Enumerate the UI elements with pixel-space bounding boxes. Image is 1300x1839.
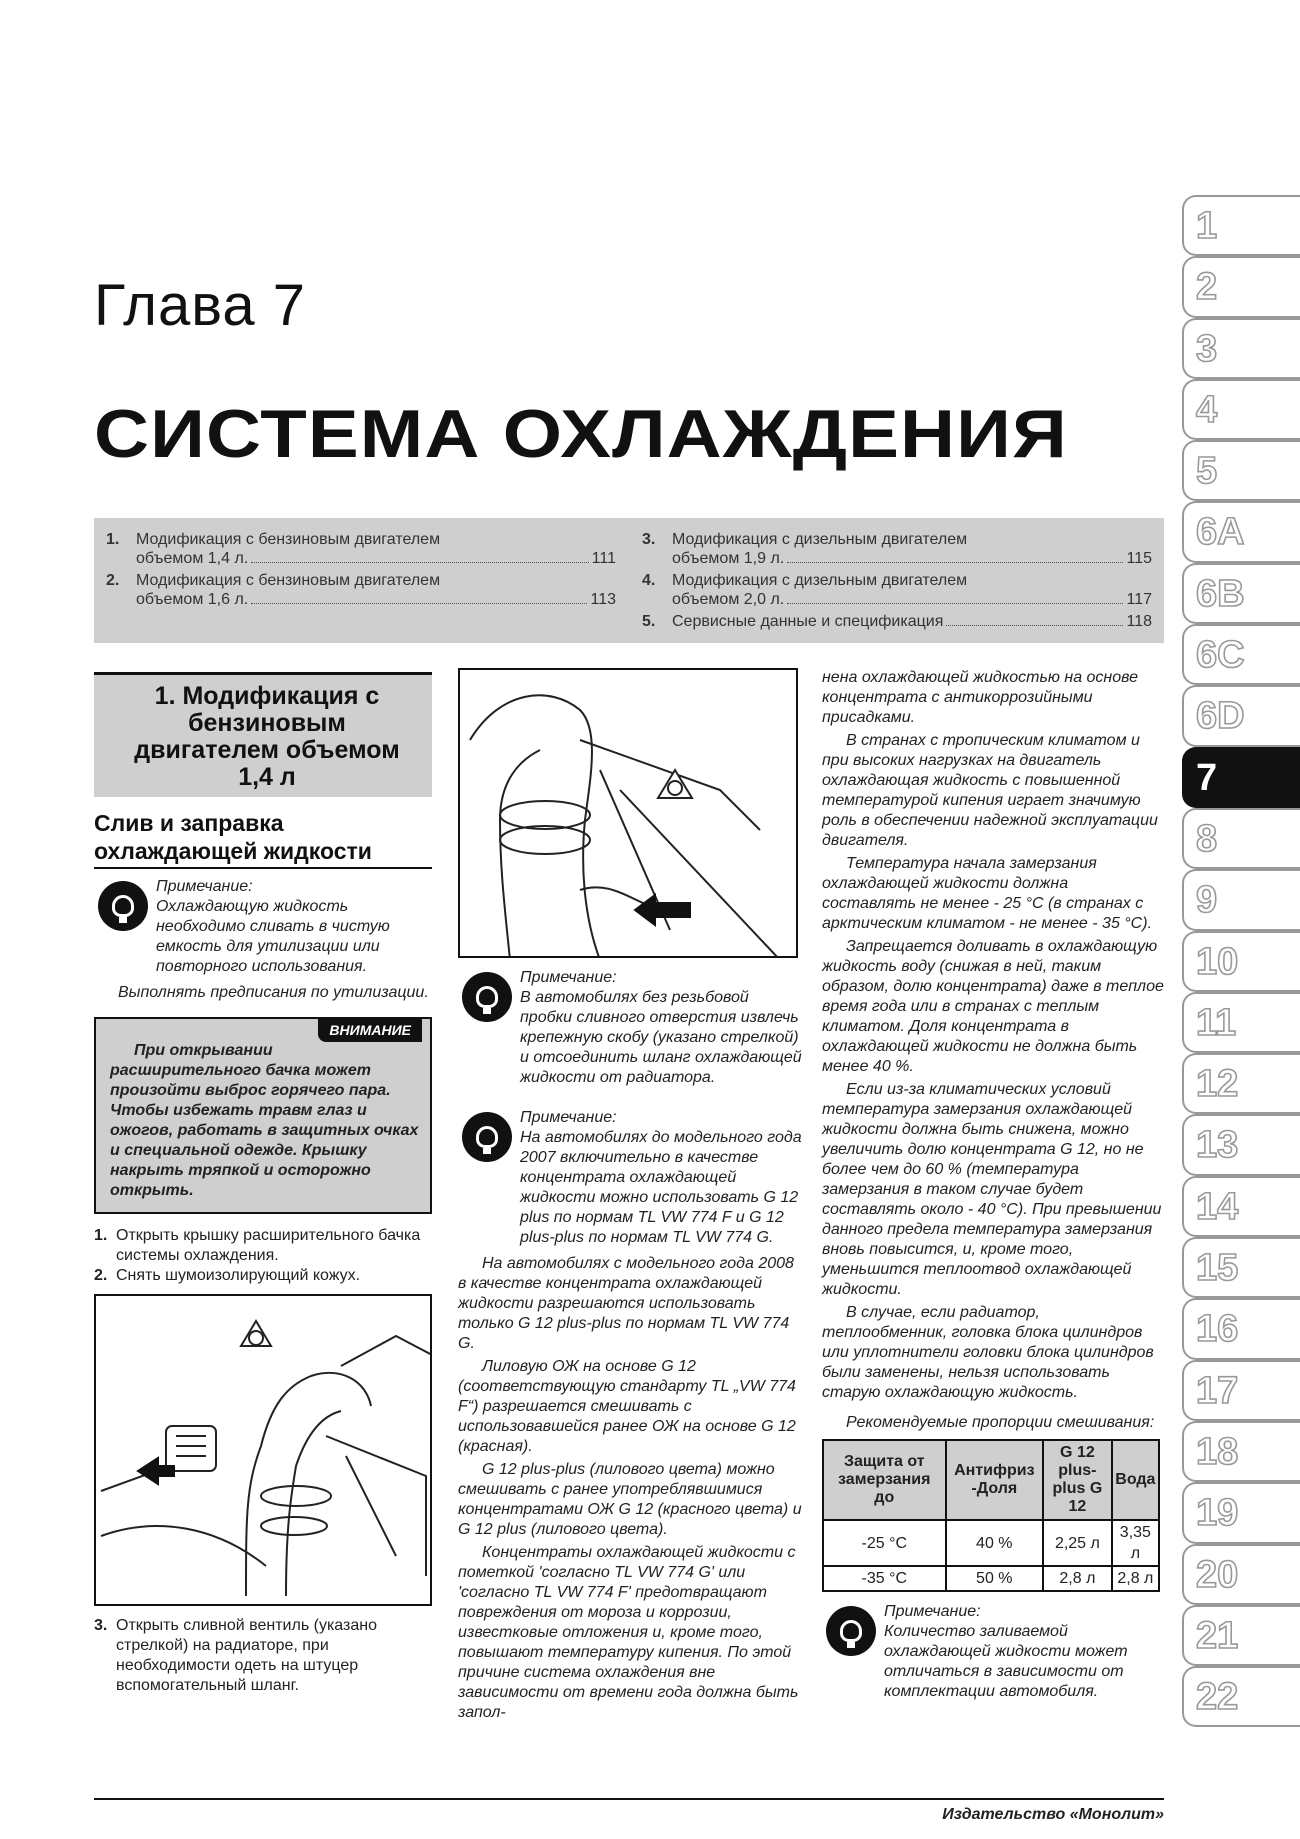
toc-item[interactable]: 5. Сервисные данные и спецификация 118 (642, 613, 1152, 630)
list-item: 1. Открыть крышку расширительного бачка системы охлаждения. (94, 1227, 421, 1264)
note-block: Примечание: Количество заливаемой охлаждающей жидкости может отличаться в зависимости от комплектации автомобиля. (822, 1602, 1164, 1702)
tab-4[interactable]: 4 (1182, 379, 1300, 440)
footer-divider (94, 1798, 1164, 1800)
toc-item[interactable]: 2. Модификация с бензиновым двигателем объемом 1,6 л. 113 (106, 572, 616, 608)
paragraph: Температура начала замерзания охлаждающей жидкости должна составлять не менее - 25 °С (в странах с арктическим климатом - не менее - 35 °С). (822, 855, 1153, 932)
steps-list (94, 1226, 432, 1286)
tab-17[interactable]: 17 (1182, 1360, 1300, 1421)
steps-list (94, 1616, 432, 1696)
table-of-contents (94, 518, 1164, 643)
tab-16[interactable]: 16 (1182, 1298, 1300, 1359)
tab-3[interactable]: 3 (1182, 318, 1300, 379)
tab-6d[interactable]: 6D (1182, 685, 1300, 746)
list-item: 2. Снять шумоизолирующий кожух. (94, 1267, 361, 1284)
tab-21[interactable]: 21 (1182, 1605, 1300, 1666)
table-row: -25 °С 40 % 2,25 л 3,35 л (823, 1520, 1159, 1566)
table-header: G 12 plus-plus G 12 (1043, 1440, 1112, 1520)
paragraph: В случае, если радиатор, теплообменник, головка блока цилиндров или уплотнители головки блока цилиндров были заменены, нельзя использовать старую охлаждающую жидкость. (822, 1304, 1154, 1401)
paragraph: Выполнять предписания по утилизации. (118, 984, 429, 1001)
chapter-title: СИСТЕМА ОХЛАЖДЕНИЯ (94, 396, 1068, 472)
chapter-label: Глава 7 (94, 273, 307, 338)
column-1 (94, 672, 432, 1704)
table-header: Антифриз -Доля (946, 1440, 1044, 1520)
paragraph: Если из-за климатических условий температура замерзания охлаждающей жидкости должна быть снижена, можно увеличить долю концентрата G 12, но не более чем до 60 % (температура замерзания в таком случае будет составлять около - 40 °С). При превышении данного предела температура замерзания вновь повысится, и, кроме того, уменьшится теплоотвод охлаждающей жидкости. (822, 1081, 1162, 1298)
tab-5[interactable]: 5 (1182, 440, 1300, 501)
paragraph: Запрещается доливать в охлаждающую жидкость воду (снижая в ней, таким образом, долю концентрата) даже в теплое время года или в странах с теплым климатом. Доля концентрата в охлаждающей жидкости не должна быть менее 40 %. (822, 938, 1164, 1075)
note-block: Примечание: В автомобилях без резьбовой пробки сливного отверстия извлечь крепежную скобу (указано стрелкой) и отсоединить шланг охлаждающей жидкости от радиатора. (458, 968, 802, 1088)
tab-18[interactable]: 18 (1182, 1421, 1300, 1482)
lightbulb-icon (462, 972, 512, 1022)
paragraph: В странах с тропическим климатом и при высоких нагрузках на двигатель охлаждающая жидкость с повышенной температурой кипения играет значимую роль в обеспечении надежной эксплуатации двигателя. (822, 732, 1158, 849)
tab-6b[interactable]: 6B (1182, 563, 1300, 624)
table-header: Защита от замерзания до (823, 1440, 946, 1520)
table-row: -35 °С 50 % 2,8 л 2,8 л (823, 1566, 1159, 1591)
paragraph: Рекомендуемые пропорции смешивания: (846, 1414, 1155, 1431)
tab-19[interactable]: 19 (1182, 1482, 1300, 1543)
mixing-proportions-table (822, 1439, 1160, 1592)
note-block: Примечание: На автомобилях до модельного года 2007 включительно в качестве концентрата охлаждающей жидкости можно использовать G 12 plus по нормам TL VW 774 F и G 12 plus-plus по нормам TL VW 774 G. (458, 1108, 802, 1248)
paragraph: Концентраты охлаждающей жидкости с пометкой 'согласно TL VW 774 G' или 'согласно TL VW 774 F' предотвращают повреждения от мороза и коррозии, известковые отложения и, кроме того, повышают температуру кипения. По этой причине система охлаждения вне зависимости от времени года должна быть запол- (458, 1544, 799, 1721)
section-heading: 1. Модификация с бензиновым двигателем объемом 1,4 л (94, 672, 432, 797)
tab-14[interactable]: 14 (1182, 1176, 1300, 1237)
tab-15[interactable]: 15 (1182, 1237, 1300, 1298)
toc-item[interactable]: 4. Модификация с дизельным двигателем объемом 2,0 л. 117 (642, 572, 1152, 608)
publisher-name: Издательство «Монолит» (942, 1806, 1164, 1823)
subsection-heading: Слив и заправка охлаждающей жидкости (94, 809, 432, 869)
paragraph: нена охлаждающей жидкостью на основе концентрата с антикоррозийными присадками. (822, 669, 1139, 726)
tab-12[interactable]: 12 (1182, 1053, 1300, 1114)
paragraph: G 12 plus-plus (лилового цвета) можно смешивать с ранее употреблявшимися концентратами ОЖ G 12 (красного цвета) и G 12 plus (лилового цвета). (458, 1461, 802, 1538)
tab-1[interactable]: 1 (1182, 195, 1300, 256)
table-header: Вода (1112, 1440, 1159, 1520)
tab-2[interactable]: 2 (1182, 256, 1300, 317)
tab-6a[interactable]: 6A (1182, 501, 1300, 562)
lightbulb-icon (98, 881, 148, 931)
tab-11[interactable]: 11 (1182, 992, 1300, 1053)
paragraph: Лиловую ОЖ на основе G 12 (соответствующую стандарту TL „VW 774 F“) разрешается смешивать с использовавшейся ранее ОЖ на основе G 12 (красная). (458, 1358, 796, 1455)
note-block: Примечание: Охлаждающую жидкость необходимо сливать в чистую емкость для утилизации или повторного использования. (94, 877, 432, 977)
paragraph: На автомобилях с модельного года 2008 в качестве концентрата охлаждающей жидкости разрешаются использовать только G 12 plus-plus по нормам TL VW 774 G. (458, 1255, 794, 1352)
tab-22[interactable]: 22 (1182, 1666, 1300, 1727)
lightbulb-icon (826, 1606, 876, 1656)
warning-box: ВНИМАНИЕ При открывании расширительного бачка может произойти выброс горячего пара. Чтобы избежать травм глаз и ожогов, работать в защитных очках и специальной одежде. Крышку накрыть тряпкой и осторожно открыть. (94, 1017, 432, 1214)
column-3 (822, 668, 1164, 1708)
tab-7-active[interactable]: 7 (1182, 747, 1300, 808)
tab-9[interactable]: 9 (1182, 869, 1300, 930)
toc-item[interactable]: 3. Модификация с дизельным двигателем объемом 1,9 л. 115 (642, 531, 1152, 567)
column-2 (458, 668, 802, 1726)
warning-label: ВНИМАНИЕ (318, 1018, 422, 1042)
lightbulb-icon (462, 1112, 512, 1162)
figure-engine-drain-valve (94, 1294, 432, 1606)
tab-8[interactable]: 8 (1182, 808, 1300, 869)
toc-item[interactable]: 1. Модификация с бензиновым двигателем объемом 1,4 л. 111 (106, 531, 616, 567)
tab-10[interactable]: 10 (1182, 931, 1300, 992)
tab-13[interactable]: 13 (1182, 1114, 1300, 1175)
list-item: 3. Открыть сливной вентиль (указано стрелкой) на радиаторе, при необходимости одеть на штуцер вспомогательный шланг. (94, 1617, 377, 1694)
tab-6c[interactable]: 6C (1182, 624, 1300, 685)
figure-radiator-hose (458, 668, 798, 958)
tab-20[interactable]: 20 (1182, 1544, 1300, 1605)
chapter-tabs (1182, 195, 1300, 1727)
